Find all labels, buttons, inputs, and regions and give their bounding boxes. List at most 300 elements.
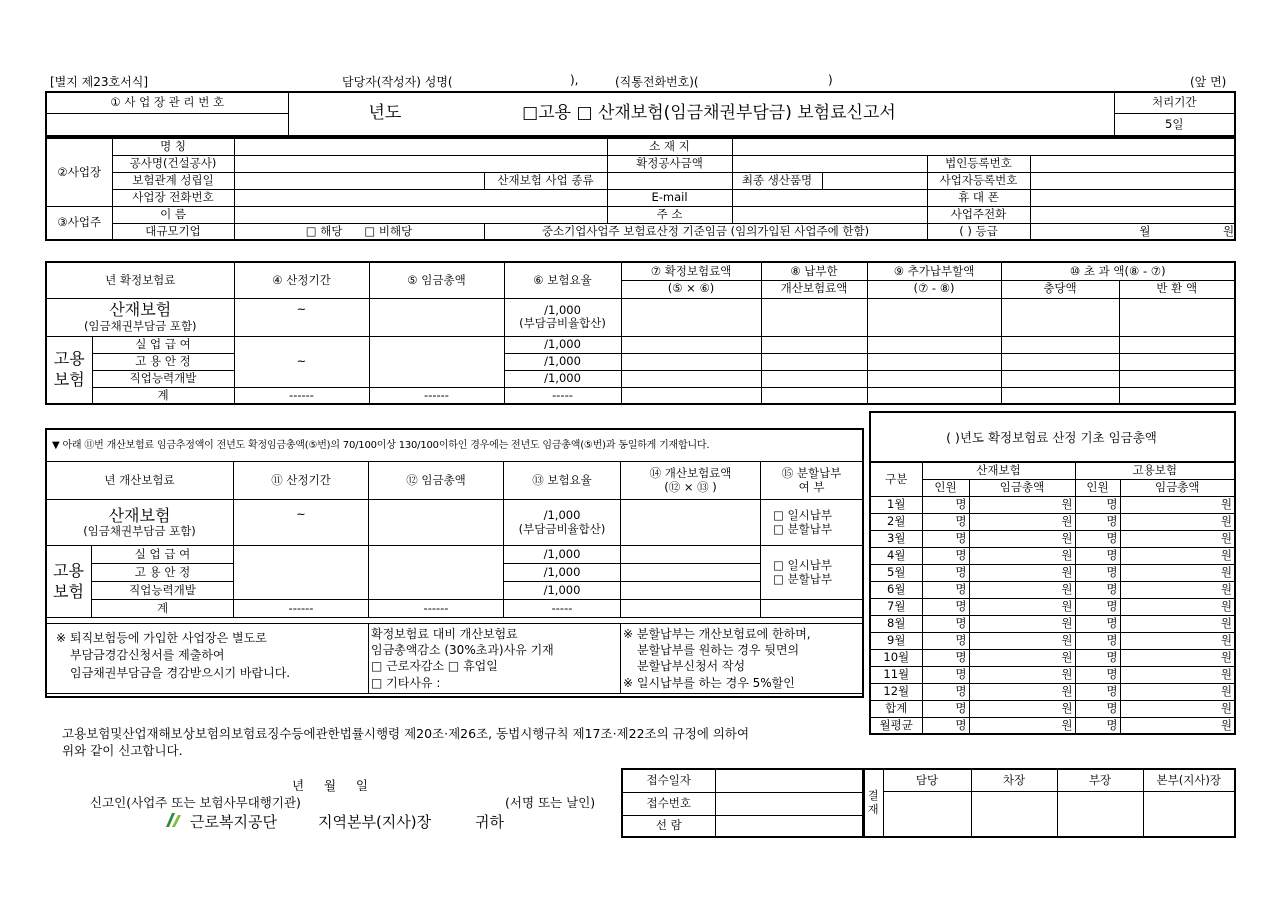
kcomwel-logo-icon bbox=[164, 811, 184, 829]
sanjae-wage-cell[interactable]: 원 bbox=[969, 581, 1075, 598]
est-total-payment bbox=[761, 600, 863, 618]
basis-month-label: 2월 bbox=[870, 513, 922, 530]
est-goyong-label bbox=[46, 546, 92, 618]
est-sanjae-title: 산재보험 bbox=[108, 505, 171, 525]
approval-sign-head[interactable] bbox=[1143, 791, 1235, 837]
approval-label: 결재 bbox=[863, 769, 883, 837]
basis-goyong-header: 고용보험 bbox=[1075, 462, 1235, 479]
est-rate-header: ⑬ 보험요율 bbox=[504, 462, 621, 500]
goyong-wage-cell[interactable]: 원 bbox=[1120, 632, 1235, 649]
est-period-header: ⑪ 산정기간 bbox=[234, 462, 369, 500]
sanjae-wage-cell[interactable]: 원 bbox=[969, 632, 1075, 649]
goyong-people-cell[interactable]: 명 bbox=[1075, 700, 1120, 717]
goyong-lump-checkbox[interactable]: □ 일시납부 bbox=[773, 558, 832, 573]
est-row-stability: 고 용 안 정 bbox=[92, 564, 234, 582]
biz-mgmt-no-value[interactable] bbox=[46, 113, 288, 136]
approval-sign-staff[interactable] bbox=[883, 791, 971, 837]
goyong-label bbox=[46, 336, 92, 404]
estimated-premium-table bbox=[45, 461, 863, 618]
goyong-wage-cell[interactable]: 원 bbox=[1120, 683, 1235, 700]
sanjae-rate-sub: (부담금비율합산) bbox=[519, 316, 606, 330]
sanjae-people-cell[interactable]: 명 bbox=[922, 649, 969, 666]
est-row-unemployment: 실 업 급 여 bbox=[92, 546, 234, 564]
goyong-wage-cell[interactable]: 원 bbox=[1120, 530, 1235, 547]
sanjae-people-cell[interactable]: 명 bbox=[922, 683, 969, 700]
project-name-input[interactable] bbox=[234, 155, 607, 172]
est-stability-rate: /1,000 bbox=[504, 564, 621, 582]
est-date-label: 보험관계 성립일 bbox=[112, 172, 234, 189]
sanjae-additional[interactable] bbox=[867, 298, 1001, 336]
row-stability: 고 용 안 정 bbox=[92, 353, 234, 370]
owner-phone-label: 사업주전화 bbox=[927, 206, 1030, 223]
sanjae-wage[interactable] bbox=[369, 298, 504, 336]
goyong-wage[interactable] bbox=[369, 336, 504, 387]
basis-row bbox=[870, 700, 1235, 717]
basis-row bbox=[870, 666, 1235, 683]
sanjae-wage-cell[interactable]: 원 bbox=[969, 598, 1075, 615]
phone-close: ) bbox=[828, 73, 833, 87]
stability-confirmed[interactable] bbox=[621, 353, 761, 370]
page-side: (앞 면) bbox=[1190, 75, 1227, 89]
note-right-3: 분할납부신청서 작성 bbox=[637, 659, 746, 674]
workplace-owner-table bbox=[45, 137, 1236, 241]
basis-body bbox=[870, 496, 1235, 734]
est-sanjae-sub: (임금채권부담금 포함) bbox=[83, 524, 196, 539]
est-goyong-period[interactable] bbox=[234, 546, 369, 600]
goyong-people-cell[interactable]: 명 bbox=[1075, 530, 1120, 547]
est-goyong-payment bbox=[761, 546, 863, 600]
workplace-section: ②사업장 bbox=[46, 138, 112, 206]
reason-checkboxes[interactable]: □ 근로자감소 □ 휴업일 bbox=[371, 659, 498, 674]
corp-reg-input[interactable] bbox=[1030, 155, 1235, 172]
est-vocational-rate: /1,000 bbox=[504, 582, 621, 600]
sanjae-wage-cell[interactable]: 원 bbox=[969, 700, 1075, 717]
workplace-name-label: 명 칭 bbox=[112, 138, 234, 155]
basis-row bbox=[870, 683, 1235, 700]
gubun-header: 구분 bbox=[870, 462, 922, 496]
goyong-people-cell[interactable]: 명 bbox=[1075, 683, 1120, 700]
installment-header-1: ⑮ 분할납부 bbox=[781, 466, 842, 481]
monthly-wage-input[interactable] bbox=[1030, 223, 1235, 240]
report-date[interactable]: 년 월 일 bbox=[292, 778, 368, 793]
goyong-people-cell[interactable]: 명 bbox=[1075, 632, 1120, 649]
goyong-wage-cell[interactable]: 원 bbox=[1120, 547, 1235, 564]
unemployment-additional[interactable] bbox=[867, 336, 1001, 353]
est-total-rate-dash: ----- bbox=[504, 600, 621, 618]
vocational-paid[interactable] bbox=[761, 370, 867, 387]
est-total-period-dash: ------ bbox=[234, 600, 369, 618]
basis-sanjae-header: 산재보험 bbox=[922, 462, 1075, 479]
confirmed-premium-table bbox=[45, 261, 1236, 405]
est-sanjae-amount[interactable] bbox=[621, 500, 761, 546]
goyong-wage-cell[interactable]: 원 bbox=[1120, 564, 1235, 581]
vocational-confirmed[interactable] bbox=[621, 370, 761, 387]
large-company-yes-checkbox[interactable]: □ 해당 bbox=[305, 223, 343, 238]
mobile-input[interactable] bbox=[1030, 189, 1235, 206]
sanjae-wage-cell[interactable]: 원 bbox=[969, 717, 1075, 734]
receipt-date-input[interactable] bbox=[715, 769, 864, 792]
location-input[interactable] bbox=[732, 138, 1235, 155]
basis-month-label: 합계 bbox=[870, 700, 922, 717]
manager-name-label: 담당자(작성자) 성명( bbox=[342, 75, 453, 89]
law-line-2: 위와 같이 신고합니다. bbox=[62, 743, 183, 758]
year-label: 년도 bbox=[368, 103, 402, 124]
est-vocational-amount[interactable] bbox=[621, 582, 761, 600]
est-date-input[interactable] bbox=[234, 172, 484, 189]
est-wage-header: ⑫ 임금총액 bbox=[369, 462, 504, 500]
total-period-dash: ------ bbox=[234, 387, 369, 404]
goyong-label-1: 고용 bbox=[53, 348, 85, 368]
approval-col-staff: 담당 bbox=[883, 769, 971, 791]
basis-month-label: 6월 bbox=[870, 581, 922, 598]
goyong-people-cell[interactable]: 명 bbox=[1075, 513, 1120, 530]
approval-col-head: 본부(지사)장 bbox=[1143, 769, 1235, 791]
basis-month-label: 9월 bbox=[870, 632, 922, 649]
project-amount-input[interactable] bbox=[732, 155, 927, 172]
goyong-people-cell[interactable]: 명 bbox=[1075, 564, 1120, 581]
sanjae-wage-cell[interactable]: 원 bbox=[969, 530, 1075, 547]
estimated-year-header: 년 개산보험료 bbox=[46, 462, 234, 500]
basis-month-label: 8월 bbox=[870, 615, 922, 632]
unemployment-confirmed[interactable] bbox=[621, 336, 761, 353]
paid-header: ⑧ 납부한 bbox=[761, 262, 867, 280]
estimate-notice: ▼ 아래 ⑪번 개산보험료 임금추정액이 전년도 확정임금총액(⑤번)의 70/100이상 130/100이하인 경우에는 전년도 임금총액(⑤번)과 동일하게 기재합니다. bbox=[52, 440, 710, 451]
excess-header: ⑩ 초 과 액(⑧ - ⑦) bbox=[1001, 262, 1235, 280]
goyong-wage-cell[interactable]: 원 bbox=[1120, 496, 1235, 513]
workplace-phone-label: 사업장 전화번호 bbox=[112, 189, 234, 206]
sanjae-title: 산재보험 bbox=[109, 300, 172, 320]
receipt-number-input[interactable] bbox=[715, 792, 864, 815]
est-total-wage-dash: ------ bbox=[369, 600, 504, 618]
biz-mgmt-no-label: ① 사 업 장 관 리 번 호 bbox=[46, 92, 288, 113]
sanjae-people-cell[interactable]: 명 bbox=[922, 700, 969, 717]
total-appropriation[interactable] bbox=[1001, 387, 1119, 404]
paid-header-sub: 개산보험료액 bbox=[761, 280, 867, 298]
calc-period-header: ④ 산정기간 bbox=[234, 262, 369, 298]
goyong-wage-cell[interactable]: 원 bbox=[1120, 666, 1235, 683]
total-wage-header: ⑤ 임금총액 bbox=[369, 262, 504, 298]
owner-phone-input[interactable] bbox=[1030, 206, 1235, 223]
additional-formula: (⑦ - ⑧) bbox=[867, 280, 1001, 298]
processing-period-label: 처리기간 bbox=[1114, 92, 1235, 113]
total-additional[interactable] bbox=[867, 387, 1001, 404]
goyong-wage-cell[interactable]: 원 bbox=[1120, 700, 1235, 717]
owner-address-label: 주 소 bbox=[607, 206, 732, 223]
chief-label: 지역본부(지사)장 bbox=[318, 813, 432, 831]
unemployment-appropriation[interactable] bbox=[1001, 336, 1119, 353]
basis-row bbox=[870, 513, 1235, 530]
month-unit: 월 bbox=[1139, 223, 1151, 238]
owner-address-input[interactable] bbox=[732, 206, 927, 223]
title-block bbox=[45, 91, 1236, 137]
note-right-2: 분할납부를 원하는 경우 뒷면의 bbox=[637, 643, 800, 658]
law-line-1: 고용보험및산업재해보상보험의보험료징수등에관한법률시행령 제20조·제26조, 동법시행규칙 제17조·제22조의 규정에 의하여 bbox=[62, 726, 750, 741]
goyong-wage-cell[interactable]: 원 bbox=[1120, 598, 1235, 615]
stability-paid[interactable] bbox=[761, 353, 867, 370]
installment-header bbox=[761, 462, 863, 500]
owner-section: ③사업주 bbox=[46, 206, 112, 240]
goyong-people-cell[interactable]: 명 bbox=[1075, 581, 1120, 598]
sanjae-paid[interactable] bbox=[761, 298, 867, 336]
won-unit: 원 bbox=[1223, 223, 1235, 238]
sanjae-installment-checkbox[interactable]: □ 분할납부 bbox=[773, 521, 832, 536]
stability-appropriation[interactable] bbox=[1001, 353, 1119, 370]
kcomwel-logo bbox=[164, 811, 184, 833]
large-company-no-checkbox[interactable]: □ 비해당 bbox=[364, 223, 413, 238]
est-unemployment-rate: /1,000 bbox=[504, 546, 621, 564]
est-amount-header bbox=[621, 462, 761, 500]
vocational-appropriation[interactable] bbox=[1001, 370, 1119, 387]
unemployment-paid[interactable] bbox=[761, 336, 867, 353]
sanjae-people-cell[interactable]: 명 bbox=[922, 632, 969, 649]
sanjae-wage-cell[interactable]: 원 bbox=[969, 547, 1075, 564]
basis-row bbox=[870, 717, 1235, 734]
est-sanjae-payment bbox=[761, 500, 863, 546]
goyong-installment-checkbox[interactable]: □ 분할납부 bbox=[773, 571, 832, 586]
sanjae-people-cell[interactable]: 명 bbox=[922, 530, 969, 547]
goyong-people-cell[interactable]: 명 bbox=[1075, 666, 1120, 683]
note-decrease-reason bbox=[369, 624, 621, 694]
basis-row bbox=[870, 530, 1235, 547]
title-text: □고용 □ 산재보험(임금채권부담금) 보험료신고서 bbox=[522, 103, 896, 124]
review-label: 선 람 bbox=[622, 815, 715, 837]
basis-row bbox=[870, 598, 1235, 615]
basis-row bbox=[870, 564, 1235, 581]
notes-table bbox=[45, 623, 863, 694]
sanjae-people-cell[interactable]: 명 bbox=[922, 496, 969, 513]
sanjae-people-header: 인원 bbox=[922, 479, 969, 496]
basis-row bbox=[870, 496, 1235, 513]
approval-col-deputy: 차장 bbox=[971, 769, 1057, 791]
goyong-people-cell[interactable]: 명 bbox=[1075, 598, 1120, 615]
sanjae-people-cell[interactable]: 명 bbox=[922, 598, 969, 615]
appropriation-header: 충당액 bbox=[1001, 280, 1119, 298]
workplace-phone-input[interactable] bbox=[234, 189, 607, 206]
large-company-label: 대규모기업 bbox=[112, 223, 234, 240]
est-goyong-wage[interactable] bbox=[369, 546, 504, 600]
row-unemployment: 실 업 급 여 bbox=[92, 336, 234, 353]
note-left-1: ※ 퇴직보험등에 가입한 사업장은 별도로 bbox=[56, 631, 267, 645]
row-vocational: 직업능력개발 bbox=[92, 370, 234, 387]
sanjae-confirmed[interactable] bbox=[621, 298, 761, 336]
workplace-name-input[interactable] bbox=[234, 138, 607, 155]
est-sanjae-rate-value: /1,000 bbox=[543, 508, 581, 523]
sanjae-wage-cell[interactable]: 원 bbox=[969, 496, 1075, 513]
note-left-3: 임금채권부담금을 경감받으시기 바랍니다. bbox=[70, 665, 291, 680]
est-unemployment-amount[interactable] bbox=[621, 546, 761, 564]
receipt-date-label: 접수일자 bbox=[622, 769, 715, 792]
basis-month-label: 월평균 bbox=[870, 717, 922, 734]
sanjae-people-cell[interactable]: 명 bbox=[922, 666, 969, 683]
installment-header-2: 여 부 bbox=[798, 479, 825, 494]
sanjae-people-cell[interactable]: 명 bbox=[922, 547, 969, 564]
sanjae-wage-cell[interactable]: 원 bbox=[969, 513, 1075, 530]
receipt-table bbox=[621, 768, 865, 838]
sanjae-refund[interactable] bbox=[1119, 298, 1235, 336]
industry-type-label: 산재보험 사업 종류 bbox=[484, 172, 607, 189]
est-sanjae-rate-sub: (부담금비율합산) bbox=[518, 521, 606, 536]
sanjae-people-cell[interactable]: 명 bbox=[922, 581, 969, 598]
est-amount-header-1: ⑭ 개산보험료액 bbox=[649, 466, 732, 481]
note-mid-2: 임금총액감소 (30%초과)사유 기재 bbox=[371, 643, 554, 658]
sme-wage-label: 중소기업사업주 보험료산정 기준임금 (임의가입된 사업주에 한함) bbox=[484, 223, 927, 240]
est-stability-amount[interactable] bbox=[621, 564, 761, 582]
location-label: 소 재 지 bbox=[607, 138, 732, 155]
sanjae-appropriation[interactable] bbox=[1001, 298, 1119, 336]
basis-month-label: 10월 bbox=[870, 649, 922, 666]
est-goyong-label-1: 고용 bbox=[53, 560, 84, 580]
basis-row bbox=[870, 632, 1235, 649]
unemployment-rate: /1,000 bbox=[504, 336, 621, 353]
goyong-wage-cell[interactable]: 원 bbox=[1120, 615, 1235, 632]
unemployment-refund[interactable] bbox=[1119, 336, 1235, 353]
large-company-options bbox=[234, 223, 484, 240]
sanjae-sub: (임금채권부담금 포함) bbox=[83, 318, 197, 333]
goyong-people-cell[interactable]: 명 bbox=[1075, 496, 1120, 513]
sanjae-wage-cell[interactable]: 원 bbox=[969, 615, 1075, 632]
stability-rate: /1,000 bbox=[504, 353, 621, 370]
goyong-people-cell[interactable]: 명 bbox=[1075, 547, 1120, 564]
goyong-people-cell[interactable]: 명 bbox=[1075, 615, 1120, 632]
reason-other-checkbox[interactable]: □ 기타사유 : bbox=[371, 675, 441, 690]
sanjae-wage-cell[interactable]: 원 bbox=[969, 564, 1075, 581]
basis-title: ( )년도 확정보험료 산정 기초 임금총액 bbox=[946, 430, 1157, 445]
est-sanjae-label bbox=[46, 500, 234, 546]
stability-additional[interactable] bbox=[867, 353, 1001, 370]
basis-row bbox=[870, 547, 1235, 564]
note-left-2: 부담금경감신청서를 제출하여 bbox=[70, 648, 225, 663]
note-retirement bbox=[46, 624, 369, 694]
project-name-label: 공사명(건설공사) bbox=[112, 155, 234, 172]
approval-col-manager: 부장 bbox=[1057, 769, 1143, 791]
row-total: 계 bbox=[92, 387, 234, 404]
stability-refund[interactable] bbox=[1119, 353, 1235, 370]
sign-label[interactable]: (서명 또는 날인) bbox=[505, 795, 596, 810]
goyong-people-cell[interactable]: 명 bbox=[1075, 649, 1120, 666]
phone-label: (직통전화번호)( bbox=[615, 75, 699, 89]
confirmed-year-header: 년 확정보험료 bbox=[46, 262, 234, 298]
approval-sign-manager[interactable] bbox=[1057, 791, 1143, 837]
final-product-input[interactable] bbox=[822, 172, 927, 189]
est-goyong-label-2: 보험 bbox=[53, 581, 84, 601]
sanjae-rate-value: /1,000 bbox=[544, 302, 581, 317]
rate-header: ⑥ 보험요율 bbox=[504, 262, 621, 298]
basis-month-label: 1월 bbox=[870, 496, 922, 513]
basis-month-label: 12월 bbox=[870, 683, 922, 700]
industry-type-input[interactable] bbox=[607, 172, 732, 189]
basis-wage-table bbox=[869, 461, 1236, 735]
basis-row bbox=[870, 649, 1235, 666]
note-right-4: ※ 일시납부를 하는 경우 5%할인 bbox=[623, 675, 795, 690]
est-sanjae-rate bbox=[504, 500, 621, 546]
processing-period-value: 5일 bbox=[1114, 113, 1235, 136]
sanjae-wage-header: 임금총액 bbox=[969, 479, 1075, 496]
sanjae-people-cell[interactable]: 명 bbox=[922, 513, 969, 530]
goyong-wage-cell[interactable]: 원 bbox=[1120, 581, 1235, 598]
confirmed-amount-formula: (⑤ × ⑥) bbox=[621, 280, 761, 298]
confirmed-amount-header: ⑦ 확정보험료액 bbox=[621, 262, 761, 280]
sanjae-period[interactable]: ~ bbox=[234, 298, 369, 336]
sanjae-people-cell[interactable]: 명 bbox=[922, 717, 969, 734]
owner-name-label: 이 름 bbox=[112, 206, 234, 223]
additional-header: ⑨ 추가납부할액 bbox=[867, 262, 1001, 280]
grade-input[interactable]: ( ) 등급 bbox=[927, 223, 1030, 240]
org-name: 근로복지공단 bbox=[190, 813, 277, 831]
total-wage-dash: ------ bbox=[369, 387, 504, 404]
project-amount-label: 확정공사금액 bbox=[607, 155, 732, 172]
final-product-label: 최종 생산품명 bbox=[732, 172, 822, 189]
basis-row bbox=[870, 581, 1235, 598]
goyong-people-header: 인원 bbox=[1075, 479, 1120, 496]
goyong-wage-cell[interactable]: 원 bbox=[1120, 717, 1235, 734]
basis-month-label: 3월 bbox=[870, 530, 922, 547]
est-row-vocational: 직업능력개발 bbox=[92, 582, 234, 600]
form-number: [별지 제23호서식] bbox=[50, 75, 148, 89]
note-installment bbox=[621, 624, 863, 694]
reporter-label: 신고인(사업주 또는 보험사무대행기관) bbox=[90, 795, 301, 810]
sanjae-people-cell[interactable]: 명 bbox=[922, 615, 969, 632]
biz-reg-input[interactable] bbox=[1030, 172, 1235, 189]
sanjae-wage-cell[interactable]: 원 bbox=[969, 649, 1075, 666]
total-refund[interactable] bbox=[1119, 387, 1235, 404]
review-input[interactable] bbox=[715, 815, 864, 837]
manager-name-close: ), bbox=[570, 73, 579, 87]
mobile-label: 휴 대 폰 bbox=[927, 189, 1030, 206]
approval-sign-deputy[interactable] bbox=[971, 791, 1057, 837]
form-title bbox=[288, 92, 1114, 136]
basis-month-label: 4월 bbox=[870, 547, 922, 564]
est-total-amount[interactable] bbox=[621, 600, 761, 618]
receipt-number-label: 접수번호 bbox=[622, 792, 715, 815]
total-confirmed[interactable] bbox=[621, 387, 761, 404]
sanjae-wage-cell[interactable]: 원 bbox=[969, 666, 1075, 683]
vocational-rate: /1,000 bbox=[504, 370, 621, 387]
total-paid[interactable] bbox=[761, 387, 867, 404]
sanjae-row-label bbox=[46, 298, 234, 336]
vocational-additional[interactable] bbox=[867, 370, 1001, 387]
goyong-wage-cell[interactable]: 원 bbox=[1120, 513, 1235, 530]
sanjae-lump-checkbox[interactable]: □ 일시납부 bbox=[773, 508, 832, 523]
est-row-total: 계 bbox=[92, 600, 234, 618]
to-label: 귀하 bbox=[475, 813, 504, 831]
sanjae-rate bbox=[504, 298, 621, 336]
est-amount-header-2: (⑫ × ⑬ ) bbox=[664, 479, 717, 494]
est-sanjae-period[interactable]: ~ bbox=[234, 500, 369, 546]
sanjae-wage-cell[interactable]: 원 bbox=[969, 683, 1075, 700]
basis-month-label: 11월 bbox=[870, 666, 922, 683]
vocational-refund[interactable] bbox=[1119, 370, 1235, 387]
approval-table bbox=[862, 768, 1236, 838]
sanjae-people-cell[interactable]: 명 bbox=[922, 564, 969, 581]
refund-header: 반 환 액 bbox=[1119, 280, 1235, 298]
goyong-period[interactable]: ~ bbox=[234, 336, 369, 387]
basis-month-label: 5월 bbox=[870, 564, 922, 581]
total-rate-dash: ----- bbox=[504, 387, 621, 404]
corp-reg-label: 법인등록번호 bbox=[927, 155, 1030, 172]
email-input[interactable] bbox=[732, 189, 927, 206]
basis-row bbox=[870, 615, 1235, 632]
basis-month-label: 7월 bbox=[870, 598, 922, 615]
goyong-label-2: 보험 bbox=[53, 369, 85, 389]
note-mid-1: 확정보험료 대비 개산보험료 bbox=[371, 627, 518, 641]
owner-name-input[interactable] bbox=[234, 206, 607, 223]
biz-reg-label: 사업자등록번호 bbox=[927, 172, 1030, 189]
est-sanjae-wage[interactable] bbox=[369, 500, 504, 546]
goyong-wage-header: 임금총액 bbox=[1120, 479, 1235, 496]
goyong-wage-cell[interactable]: 원 bbox=[1120, 649, 1235, 666]
email-label: E-mail bbox=[607, 189, 732, 206]
goyong-people-cell[interactable]: 명 bbox=[1075, 717, 1120, 734]
